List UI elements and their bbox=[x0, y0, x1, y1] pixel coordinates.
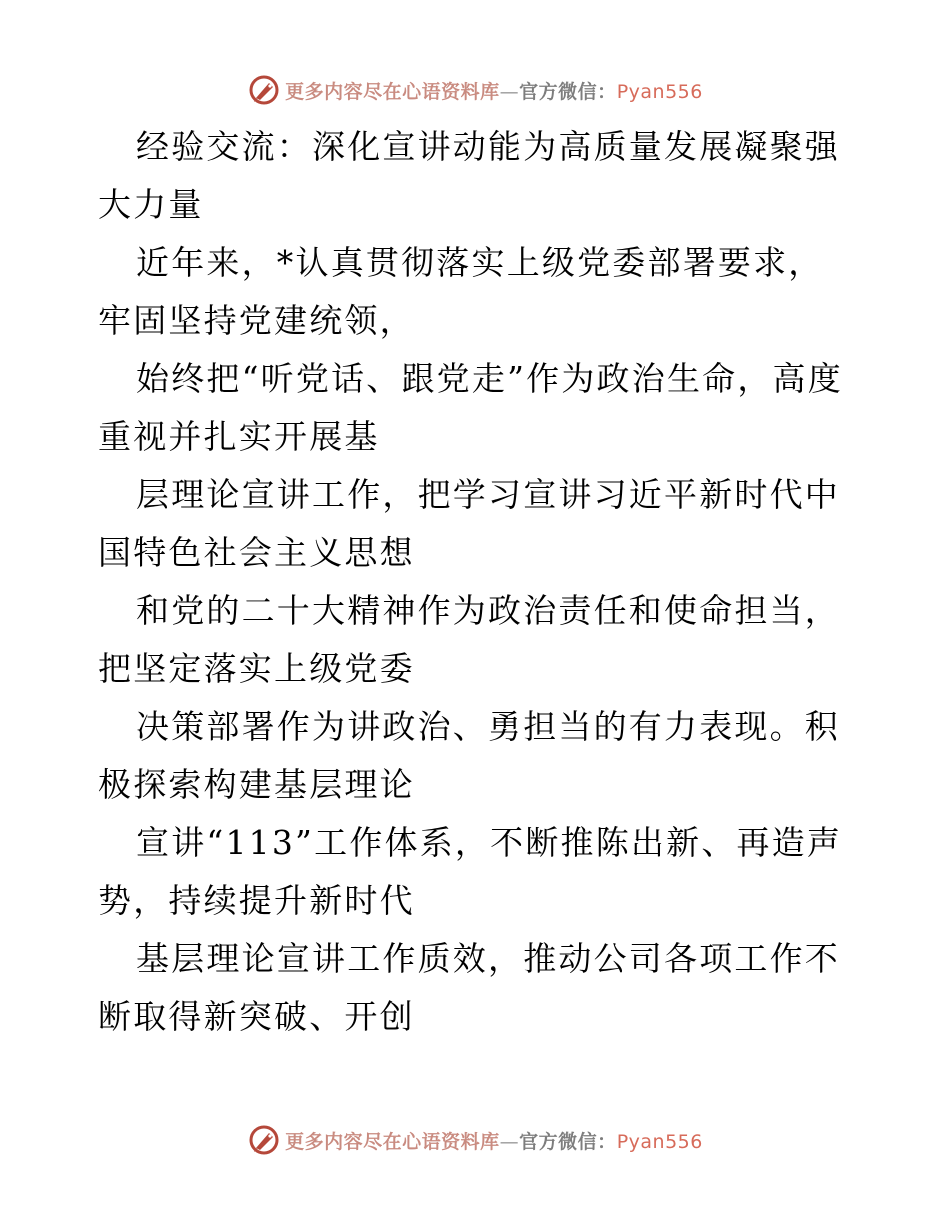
document-title: 经验交流：深化宣讲动能为高质量发展凝聚强大力量 bbox=[98, 127, 840, 224]
body-paragraph: 和党的二十大精神作为政治责任和使命担当，把坚定落实上级党委 bbox=[98, 591, 840, 688]
watermark-text bbox=[285, 1127, 703, 1154]
body-paragraph: 近年来，*认真贯彻落实上级党委部署要求，牢固坚持党建统领， bbox=[98, 243, 824, 340]
body-paragraph: 始终把“听党话、跟党走”作为政治生命，高度重视并扎实开展基 bbox=[98, 359, 843, 456]
body-paragraph: 宣讲“113”工作体系，不断推陈出新、再造声势，持续提升新时代 bbox=[98, 823, 843, 920]
body-paragraph: 基层理论宣讲工作质效，推动公司各项工作不断取得新突破、开创 bbox=[98, 939, 840, 1036]
watermark-wechat-id: Pyan556 bbox=[616, 80, 703, 103]
watermark-wechat-id: Pyan556 bbox=[616, 1130, 703, 1153]
watermark-wechat-label: 官方微信： bbox=[519, 80, 617, 103]
watermark-site-text: 更多内容尽在心语资料库 bbox=[285, 1130, 500, 1153]
footer-watermark bbox=[0, 1120, 950, 1160]
pen-nib-logo-icon bbox=[247, 73, 281, 107]
watermark-site-text: 更多内容尽在心语资料库 bbox=[285, 80, 500, 103]
document-body bbox=[98, 118, 858, 1046]
watermark-text bbox=[285, 77, 703, 104]
watermark-wechat-label: 官方微信： bbox=[519, 1130, 617, 1153]
body-paragraph: 层理论宣讲工作，把学习宣讲习近平新时代中国特色社会主义思想 bbox=[98, 475, 840, 572]
header-watermark bbox=[0, 70, 950, 110]
watermark-dash: — bbox=[499, 80, 520, 103]
body-paragraph: 决策部署作为讲政治、勇担当的有力表现。积极探索构建基层理论 bbox=[98, 707, 840, 804]
watermark-dash: — bbox=[499, 1130, 520, 1153]
pen-nib-logo-icon bbox=[247, 1123, 281, 1157]
